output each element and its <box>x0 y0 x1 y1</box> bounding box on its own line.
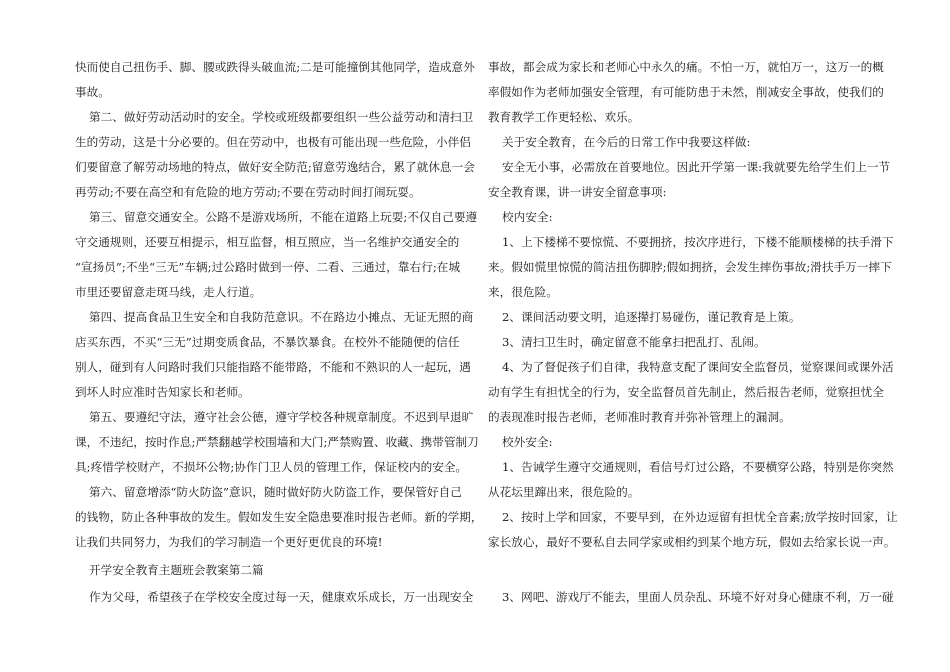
text-line: 守交通规则，还要互相提示，相互监督，相互照应，当一名维护交通安全的 <box>75 235 460 249</box>
text-line: 家长放心，最好不要私自去同学家或相约到某个地方玩，假如去给家长说一声。 <box>488 535 896 549</box>
text-line: 来，很危险。 <box>488 285 558 299</box>
text-line: 安全无小事，必需放在首要地位。因此开学第一课:我就要先给学生们上一节 <box>502 160 891 174</box>
text-line: “宣扬员”;不坐“三无”车辆;过公路时做到一停、二看、三通过，靠右行;在城 <box>75 260 461 274</box>
text-line: 第六、留意增添“防火防盗”意识，随时做好防火防盗工作，要保管好自己 <box>89 485 462 499</box>
text-line: 1、上下楼梯不要惊慌、不要拥挤，按次序进行，下楼不能顺楼梯的扶手滑下 <box>502 235 894 249</box>
text-line: 关于安全教育，在今后的日常工作中我要这样做: <box>502 135 751 149</box>
text-line: 第二、做好劳动活动时的安全。学校或班级都要组织一些公益劳动和清扫卫 <box>89 110 474 124</box>
text-line: 第三、留意交通安全。公路不是游戏场所，不能在道路上玩耍;不仅自己要遵 <box>89 210 478 224</box>
text-line: 4、为了督促孩子们自律，我特意支配了课间安全监督员，觉察课间或课外活 <box>502 360 894 374</box>
text-line: 事故，都会成为家长和老师心中永久的痛。不怕一万，就怕万一，这万一的概 <box>488 60 884 74</box>
text-line: 再劳动;不要在高空和有危险的地方劳动;不要在劳动时间打闹玩耍。 <box>75 185 421 199</box>
text-line: 第五、要遵纪守法，遵守社会公德，遵守学校各种规章制度。不迟到早退旷 <box>89 410 474 424</box>
text-line: 2、课间活动要文明，追逐撵打易碰伤，谨记教育是上策。 <box>502 310 801 324</box>
text-line: 生的劳动，这是十分必要的。但在劳动中，也极有可能出现一些危险，小伴侣 <box>75 135 471 149</box>
subheading-campus-safety: 校内安全: <box>502 210 553 224</box>
text-line: 别人，碰到有人问路时我们只能指路不能带路，不能和不熟识的人一起玩，遇 <box>75 360 471 374</box>
text-line: 作为父母，希望孩子在学校安全度过每一天，健康欢乐成长，万一出现安全 <box>89 590 474 604</box>
section-heading: 开学安全教育主题班会教案第二篇 <box>89 563 264 577</box>
text-line: 动有学生有担忧全的行为，安全监督员首先制止，然后报告老师，觉察担忧全 <box>488 385 884 399</box>
subheading-off-campus-safety: 校外安全: <box>502 435 553 449</box>
text-line: 店买东西，不买“三无”过期变质食品，不暴饮暴食。在校外不能随便的信任 <box>75 335 460 349</box>
text-line: 3、清扫卫生时，确定留意不能拿扫把乱打、乱闹。 <box>502 335 766 349</box>
text-line: 教育教学工作更轻松、欢乐。 <box>488 110 640 124</box>
text-line: 到坏人时应准时告知家长和老师。 <box>75 385 250 399</box>
text-line: 从花坛里蹿出来，很危险的。 <box>488 485 640 499</box>
text-line: 1、告诫学生遵守交通规则，看信号灯过公路，不要横穿公路，特别是你突然 <box>502 460 894 474</box>
text-line: 事故。 <box>75 85 110 99</box>
text-line: 让我们共同努力，为我们的学习制造一个更好更优良的环境! <box>75 535 383 549</box>
text-line: 安全教育课，讲一讲安全留意事项: <box>488 185 667 199</box>
text-line: 课，不违纪，按时作息;严禁翻越学校围墙和大门;严禁购置、收藏、携带管制刀 <box>75 435 479 449</box>
text-line: 率假如作为老师加强安全管理，有可能防患于未然，削减安全事故，使我们的 <box>488 85 884 99</box>
text-line: 们要留意了解劳动场地的特点，做好安全防范;留意劳逸结合，累了就休息一会 <box>75 160 475 174</box>
text-line: 来。假如慌里惊慌的简洁扭伤脚脖;假如拥挤，会发生摔伤事故;滑扶手万一摔下 <box>488 260 892 274</box>
text-line: 第四、提高食品卫生安全和自我防范意识。不在路边小摊点、无证无照的商 <box>89 310 474 324</box>
text-line: 快而使自己扭伤手、脚、腰或跌得头破血流;二是可能撞倒其他同学，造成意外 <box>75 60 475 74</box>
text-line: 的表现准时报告老师，老师准时教育并弥补管理上的漏洞。 <box>488 410 791 424</box>
text-line: 3、网吧、游戏厅不能去，里面人员杂乱、环境不好对身心健康不利，万一碰 <box>502 590 894 604</box>
text-line: 市里还要留意走斑马线，走人行道。 <box>75 285 262 299</box>
text-line: 2、按时上学和回家，不要早到，在外边逗留有担忧全音素;放学按时回家，让 <box>502 510 898 524</box>
text-line: 的钱物，防止各种事故的发生。假如发生安全隐患要准时报告老师。新的学期， <box>75 510 483 524</box>
text-line: 具;疼惜学校财产，不损坏公物;协作门卫人员的管理工作，保证校内的安全。 <box>75 460 468 474</box>
